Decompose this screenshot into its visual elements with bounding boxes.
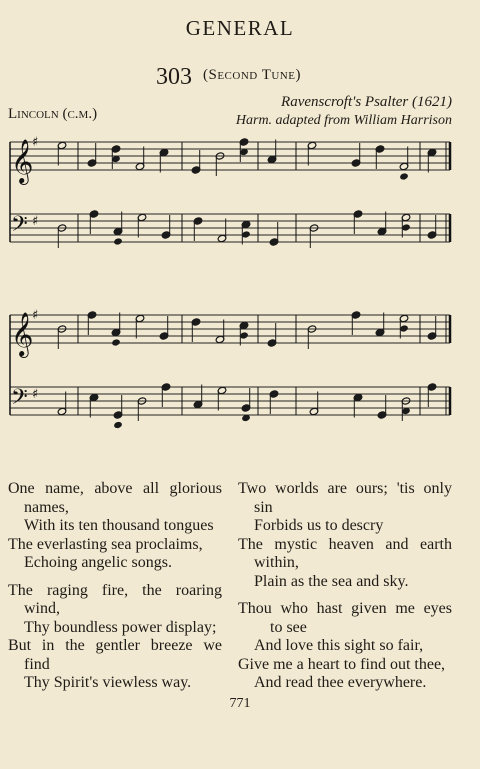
lyric-line: Forbids us to descry: [254, 517, 384, 534]
lyric-line: One name, above all glorious: [8, 480, 222, 497]
music-system-1: [0, 130, 480, 265]
lyric-line: Thy Spirit's viewless way.: [24, 674, 192, 691]
lyrics-left-column: [8, 480, 222, 693]
lyric-line: sin: [254, 498, 273, 516]
note-head: [399, 172, 408, 180]
lyric-line: within,: [254, 554, 299, 571]
tune-label: (Second Tune): [203, 67, 301, 83]
stanza-3: [238, 480, 452, 591]
music-system-2: [0, 303, 480, 438]
lyric-line: But in the gentler breeze we: [8, 637, 222, 654]
sharp-icon: ♯: [32, 135, 39, 151]
note-head: [113, 421, 122, 429]
lyric-line: Thy boundless power display;: [24, 618, 217, 636]
lyric-line: Thou who hast given me eyes: [238, 600, 452, 617]
sharp-icon: ♯: [32, 214, 39, 230]
lyric-line: to see: [270, 618, 307, 636]
tune-source: Ravenscroft's Psalter (1621): [281, 94, 452, 110]
lyric-line: Two worlds are ours; 'tis only: [238, 480, 452, 497]
note-head: [113, 237, 122, 245]
page-number: 771: [229, 696, 251, 711]
lyric-line: find: [24, 655, 50, 673]
lyric-line: The mystic heaven and earth: [238, 535, 452, 553]
harmony-credit: Harm. adapted from William Harrison: [235, 113, 452, 128]
lyrics-right-column: [238, 480, 452, 693]
lyric-line: And read thee everywhere.: [254, 674, 427, 691]
tune-name: Lincoln (c.m.): [8, 106, 98, 122]
treble-clef-icon: 𝄞: [11, 139, 34, 183]
stanza-2: [8, 582, 222, 693]
lyric-line: Plain as the sea and sky.: [254, 572, 409, 590]
lyric-line: With its ten thousand tongues: [24, 517, 214, 534]
lyric-line: wind,: [24, 600, 60, 617]
note-head: [111, 338, 120, 346]
lyric-line: names,: [24, 498, 69, 516]
sharp-icon: ♯: [32, 308, 39, 324]
section-title: GENERAL: [185, 16, 295, 40]
treble-clef-icon: 𝄞: [11, 312, 34, 356]
sharp-icon: ♯: [32, 387, 39, 403]
stanza-4: [238, 600, 452, 693]
bass-clef-icon: 𝄢: [11, 385, 28, 415]
lyric-line: The raging fire, the roaring: [8, 581, 222, 599]
bass-clef-icon: 𝄢: [11, 212, 28, 242]
hymn-number: 303: [156, 64, 192, 90]
lyric-line: And love this sight so fair,: [254, 637, 424, 654]
stanza-1: [8, 480, 222, 573]
lyric-line: Give me a heart to find out thee,: [238, 655, 446, 673]
lyric-line: The everlasting sea proclaims,: [8, 535, 203, 553]
lyric-line: Echoing angelic songs.: [24, 554, 172, 571]
